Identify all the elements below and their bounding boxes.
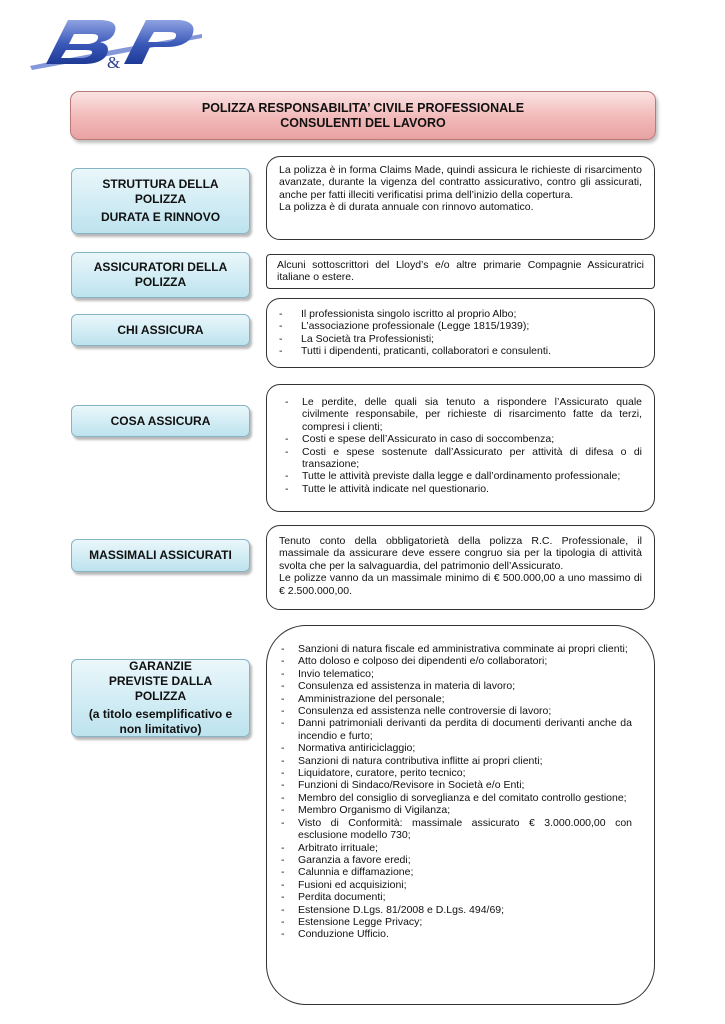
label-massimali-text: MASSIMALI ASSICURATI bbox=[89, 548, 232, 562]
list-item: - Tutte le attività previste dalla legge e dall’ordinamento professionale; bbox=[285, 470, 642, 482]
list-item: - Danni patrimoniali derivanti da perdita di documenti derivanti anche da incendio e furto; bbox=[281, 717, 632, 742]
list-item: - La Società tra Professionisti; bbox=[279, 333, 642, 345]
label-chi-assicura bbox=[71, 314, 250, 346]
list-item: - Tutti i dipendenti, praticanti, collaboratori e consulenti. bbox=[279, 345, 642, 357]
box-cosa-assicura bbox=[266, 384, 655, 512]
page-title bbox=[70, 91, 656, 140]
list-item: - Visto di Conformità: massimale assicurato € 3.000.000,00 con esclusione modello 730; bbox=[281, 817, 632, 842]
svg-text:&: & bbox=[107, 53, 121, 72]
box-chi-assicura bbox=[266, 298, 655, 368]
label-garanzie-line-2: (a titolo esemplificativo e non limitativo) bbox=[88, 707, 233, 736]
list-item: - Membro del consiglio di sorveglianza e del comitato controllo gestione; bbox=[281, 792, 632, 804]
list-item: - Fusioni ed acquisizioni; bbox=[281, 879, 632, 891]
label-cosa-assicura-text: COSA ASSICURA bbox=[110, 413, 211, 428]
list-item: - Sanzioni di natura contributiva inflitte ai propri clienti; bbox=[281, 755, 632, 767]
label-garanzie-line-1: GARANZIE PREVISTE DALLA POLIZZA bbox=[108, 659, 213, 703]
label-chi-assicura-text: CHI ASSICURA bbox=[117, 322, 204, 337]
label-struttura bbox=[71, 168, 250, 234]
list-item: - Membro Organismo di Vigilanza; bbox=[281, 804, 632, 816]
list-item: - Tutte le attività indicate nel questionario. bbox=[285, 483, 642, 495]
label-garanzie bbox=[71, 659, 250, 737]
label-assicuratori bbox=[71, 252, 250, 298]
box-massimali bbox=[266, 525, 655, 610]
struttura-text-2: La polizza è di durata annuale con rinnovo automatico. bbox=[279, 201, 534, 214]
list-item: - Calunnia e diffamazione; bbox=[281, 866, 632, 878]
list-item: - Conduzione Ufficio. bbox=[281, 928, 632, 940]
box-struttura bbox=[266, 156, 655, 240]
list-item: - Consulenza ed assistenza in materia di lavoro; bbox=[281, 680, 632, 692]
massimali-text-2: Le polizze vanno da un massimale minimo di € 500.000,00 a uno massimo di € 2.500.000,00. bbox=[279, 572, 642, 597]
bp-logo bbox=[28, 14, 203, 74]
list-item: - Perdita documenti; bbox=[281, 891, 632, 903]
massimali-text-1: Tenuto conto della obbligatorietà della polizza R.C. Professionale, il massimale da assicurare deve essere congruo sia per la tipologia di attività svolta che per la salvaguardia, del patrimonio dell’Assicurato. bbox=[279, 535, 642, 572]
list-item: - L’associazione professionale (Legge 1815/1939); bbox=[279, 320, 642, 332]
label-struttura-line-2: DURATA E RINNOVO bbox=[100, 210, 221, 224]
list-item: - Consulenza ed assistenza nelle controversie di lavoro; bbox=[281, 705, 632, 717]
struttura-text-1: La polizza è in forma Claims Made, quindi assicura le richieste di risarcimento avanzate, durante la vigenza del contratto assicurativo, contro gli assicurati, anche per fatti illeciti verificatisi prima dell’inizio della copertura. bbox=[279, 164, 642, 201]
list-item: - Amministrazione del personale; bbox=[281, 693, 632, 705]
label-struttura-line-1: STRUTTURA DELLA POLIZZA bbox=[102, 177, 219, 206]
list-item: - Estensione Legge Privacy; bbox=[281, 916, 632, 928]
box-assicuratori bbox=[266, 254, 655, 289]
list-item: - Sanzioni di natura fiscale ed amministrativa comminate ai propri clienti; bbox=[281, 643, 632, 655]
list-item: - Estensione D.Lgs. 81/2008 e D.Lgs. 494/69; bbox=[281, 904, 632, 916]
title-line-1: POLIZZA RESPONSABILITA’ CIVILE PROFESSIONALE bbox=[201, 100, 525, 115]
list-item: - Costi e spese sostenute dall’Assicurato per attività di difesa o di transazione; bbox=[285, 446, 642, 471]
box-garanzie bbox=[266, 625, 655, 1005]
list-item: - Funzioni di Sindaco/Revisore in Società e/o Enti; bbox=[281, 779, 632, 791]
list-item: - Liquidatore, curatore, perito tecnico; bbox=[281, 767, 632, 779]
list-item: - Costi e spese dell’Assicurato in caso di soccombenza; bbox=[285, 433, 642, 445]
label-massimali bbox=[71, 539, 250, 572]
list-item: - Invio telematico; bbox=[281, 668, 632, 680]
list-item: - Le perdite, delle quali sia tenuto a rispondere l’Assicurato quale civilmente responsabile, per richieste di risarcimento fatte da terzi, compresi i clienti; bbox=[285, 396, 642, 433]
list-item: - Arbitrato irrituale; bbox=[281, 842, 632, 854]
list-item: - Garanzia a favore eredi; bbox=[281, 854, 632, 866]
label-assicuratori-text: ASSICURATORI DELLA POLIZZA bbox=[93, 260, 228, 289]
title-line-2: CONSULENTI DEL LAVORO bbox=[280, 115, 446, 130]
list-item: - Atto doloso e colposo dei dipendenti e/o collaboratori; bbox=[281, 655, 632, 667]
assicuratori-text: Alcuni sottoscrittori del Lloyd’s e/o altre primarie Compagnie Assicuratrici italiane o estere. bbox=[277, 259, 644, 284]
list-item: - Il professionista singolo iscritto al proprio Albo; bbox=[279, 308, 642, 320]
label-cosa-assicura bbox=[71, 405, 250, 437]
list-item: - Normativa antiriciclaggio; bbox=[281, 742, 632, 754]
